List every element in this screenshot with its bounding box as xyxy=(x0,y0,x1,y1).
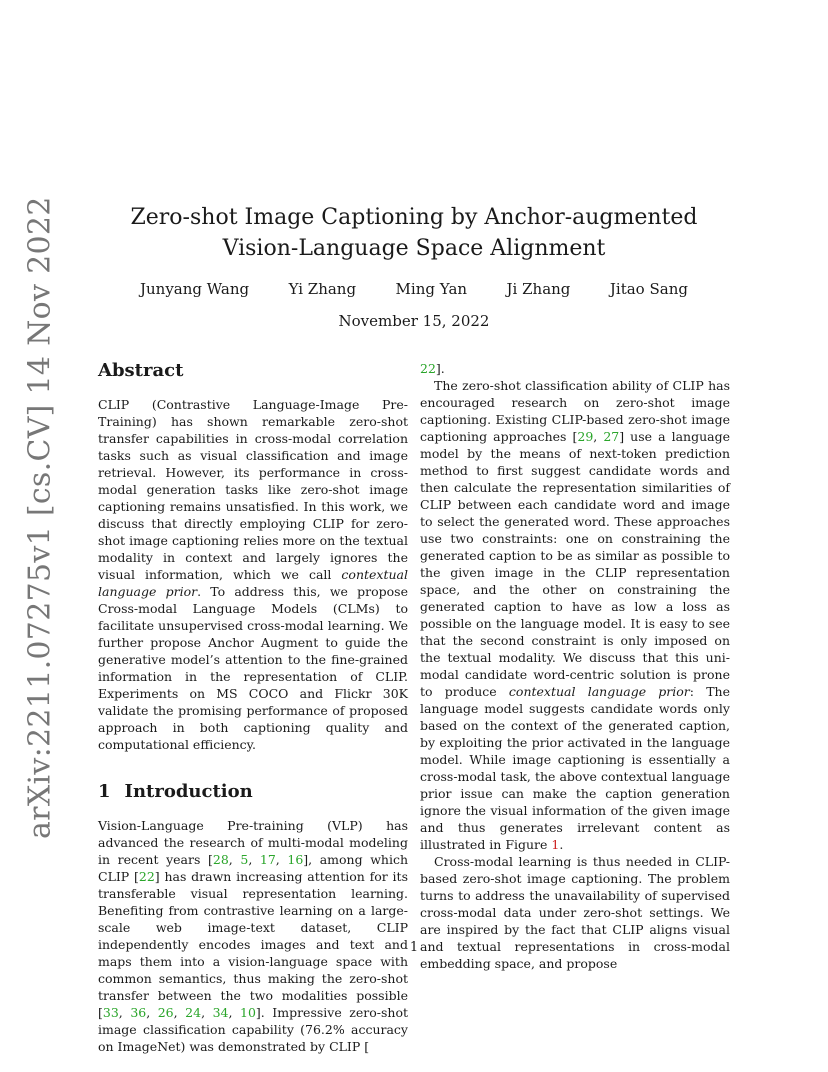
title-line-1: Zero-shot Image Captioning by Anchor-augmented xyxy=(130,205,698,230)
citation-link[interactable]: 5 xyxy=(240,852,249,867)
paper-title xyxy=(100,202,728,264)
intro-paragraph-1: Vision-Language Pre-training (VLP) has advanced the research of multi-modal modeling in recent years [28, 5, 17, 16], among which CLIP [22] has drawn increasing attention for its transferable visual representation learning. Benefiting from contrastive learning on a large-scale web image-text dataset, CLIP independently encodes images and text and maps them into a vision-language space with common semantics, thus making the zero-shot transfer between the two modalities possible [33, 36, 26, 24, 34, 10]. Impressive zero-shot image classification capability (76.2% accuracy on ImageNet) was demonstrated by CLIP [ xyxy=(98,818,409,1054)
intro-paragraph-3: Cross-modal learning is thus needed in CLIP-based zero-shot image captioning. The problem turns to address the unavailability of supervised cross-modal data under zero-shot settings. We are inspired by the fact that CLIP aligns visual and textual representations in cross-modal embedding space, and propose xyxy=(420,854,730,971)
right-column xyxy=(420,360,730,972)
arxiv-identifier: arXiv:2211.07275v1 [cs.CV] 14 Nov 2022 xyxy=(22,196,58,839)
citation-link[interactable]: 33 xyxy=(102,1005,119,1020)
abstract-heading: Abstract xyxy=(98,360,184,381)
intro-paragraph-2: The zero-shot classification ability of CLIP has encouraged research on zero-shot image captioning. Existing CLIP-based zero-shot image captioning approaches [29, 27] use a language model by the means of next-token prediction method to first suggest candidate words and then calculate the representation similarities of CLIP between each candidate word and image to select the generated word. These approaches use two constraints: one on constraining the generated caption to be as similar as possible to the given image in the CLIP representation space, and the other on constraining the generated caption to have as low a loss as possible on the language model. It is easy to see that the second constraint is only imposed on the textual modality. We discuss that this uni-modal candidate word-centric solution is prone to produce contextual language prior: The language model suggests candidate words only based on the context of the generated caption, by exploiting the prior activated in the language model. While image captioning is essentially a cross-modal task, the above contextual language prior issue can make the caption generation ignore the visual information of the given image and thus generates irrelevant content as illustrated in Figure 1. xyxy=(420,378,730,852)
citation-link[interactable]: 29 xyxy=(577,429,594,444)
author-name: Jitao Sang xyxy=(609,280,688,298)
introduction-heading xyxy=(98,781,408,803)
abstract-emphasis: contextual language prior xyxy=(98,567,408,599)
citation-link[interactable]: 27 xyxy=(603,429,620,444)
abstract-text: CLIP (Contrastive Language-Image Pre-Training) has shown remarkable zero-shot transfer capabilities in cross-modal correlation tasks such as visual classification and image retrieval. However, its performance in cross-modal generation tasks like zero-shot image captioning remains unsatisfied. In this work, we discuss that directly employing CLIP for zero-shot image captioning relies more on the textual modality in context and largely ignores the visual information, which we call contextual language prior. To address this, we propose Cross-modal Language Models (CLMs) to facilitate unsupervised cross-modal learning. We further propose Anchor Augment to guide the generative model’s attention to the fine-grained information in the representation of CLIP. Experiments on MS COCO and Flickr 30K validate the promising performance of proposed approach in both captioning quality and computational efficiency. xyxy=(98,397,408,752)
section-title: Introduction xyxy=(124,781,253,802)
citation-link[interactable]: 17 xyxy=(259,852,276,867)
section-number: 1 xyxy=(98,781,111,802)
citation-link[interactable]: 36 xyxy=(130,1005,147,1020)
citation-link[interactable]: 26 xyxy=(157,1005,174,1020)
author-name: Junyang Wang xyxy=(140,280,250,298)
author-name: Ji Zhang xyxy=(506,280,571,298)
author-name: Yi Zhang xyxy=(288,280,357,298)
publication-date: November 15, 2022 xyxy=(338,312,490,330)
citation-link[interactable]: 34 xyxy=(212,1005,229,1020)
author-name: Ming Yan xyxy=(395,280,468,298)
figure-reference-link[interactable]: 1 xyxy=(551,837,560,852)
author-list xyxy=(140,280,688,298)
citation-link[interactable]: 28 xyxy=(212,852,229,867)
citation-link[interactable]: 10 xyxy=(240,1005,256,1020)
title-line-2: Vision-Language Space Alignment xyxy=(222,236,606,261)
citation-link[interactable]: 24 xyxy=(185,1005,202,1020)
citation-link[interactable]: 16 xyxy=(287,852,304,867)
intro-paragraph-1-continued: 22]. xyxy=(420,361,445,376)
citation-link[interactable]: 22 xyxy=(138,869,155,884)
page-number: 1 xyxy=(409,940,419,955)
intro-emphasis: contextual language prior xyxy=(508,684,690,699)
citation-link[interactable]: 22 xyxy=(420,361,436,376)
